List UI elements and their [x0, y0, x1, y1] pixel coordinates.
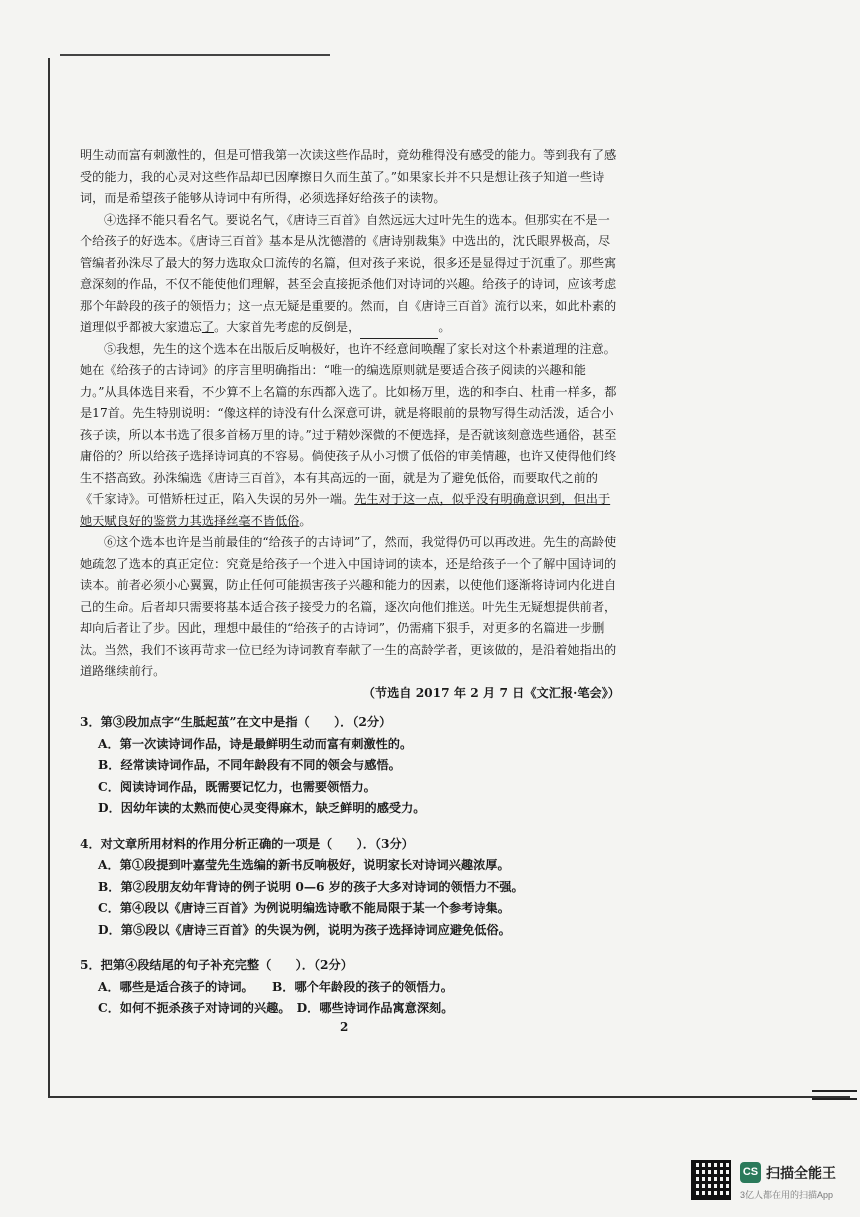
paragraph-4 — [80, 210, 620, 339]
answer-blank[interactable] — [360, 324, 438, 339]
paragraph-4-end: 。 — [438, 320, 451, 334]
option-d[interactable]: D．第⑤段以《唐诗三百首》的失误为例，说明为孩子选择诗词应避免低俗。 — [98, 922, 511, 937]
paragraph-3-tail: 明生动而富有刺激性的，但是可惜我第一次读这些作品时，竟幼稚得没有感受的能力。等到我有了感受的能力，我的心灵对这些作品却已因摩擦日久而生茧了。”如果家长并不只是想让孩子知道一些诗词，而是希望孩子能够从诗词中有所得，必须选择好给孩子的读物。 — [80, 148, 617, 205]
underlined-sentence: 先生对于这一点，似乎没有明确意识到，但出于她天赋良好的鉴赏力其选择丝毫不皆低俗 — [80, 492, 611, 528]
paragraph-4-text-b: 。大家首先考虑的反倒是， — [214, 320, 361, 334]
paragraph-4-text: ④选择不能只看名气。要说名气，《唐诗三百首》自然远远大过叶先生的选本。但那实在不是一个给孩子的好选本。《唐诗三百首》基本是从沈德潜的《唐诗别裁集》中选出的，沈氏眼界极高，尽管编者孙洙尽了最大的努力选取众口流传的名篇，但对孩子来说，很多还是显得过于沉重了。那些寓意深刻的作品，不仅不能使他们理解，甚至会直接扼杀他们对诗词的兴趣。给孩子的诗词，应该考虑那个年龄段的孩子的领悟力；这一点无疑是重要的。然而，自《唐诗三百首》流行以来，如此朴素的道理似乎都被大家遗忘 — [80, 212, 617, 334]
option-ab[interactable]: A．哪些是适合孩子的诗词。 B．哪个年龄段的孩子的领悟力。 — [98, 979, 453, 994]
camscanner-logo-icon: CS — [740, 1162, 761, 1183]
underlined-word: 了 — [201, 320, 215, 334]
option-c[interactable]: C．阅读诗词作品，既需要记忆力，也需要领悟力。 — [98, 779, 376, 794]
option-a[interactable]: A．第一次读诗词作品，诗是最鲜明生动而富有刺激性的。 — [98, 736, 413, 751]
question-4 — [80, 834, 620, 942]
paragraph-5 — [80, 339, 620, 533]
question-3 — [80, 712, 620, 820]
source-citation: （节选自 2017 年 2 月 7 日《文汇报·笔会》） — [362, 685, 620, 700]
paragraph-6: ⑥这个选本也许是当前最佳的“给孩子的古诗词”了，然而，我觉得仍可以再改进。先生的高龄使她疏忽了选本的真正定位：究竟是给孩子一个进入中国诗词的读本，还是给孩子一个了解中国诗词的读本。前者必须小心翼翼，防止任何可能损害孩子兴趣和能力的因素，以使他们逐渐将诗词内化进自己的生命。后者却只需要将基本适合孩子接受力的名篇，逐次向他们推送。叶先生无疑想提供前者，却向后者让了步。因此，理想中最佳的“给孩子的古诗词”，仍需痛下狠手，对更多的名篇进一步删汰。当然，我们不该再苛求一位已经为诗词教育奉献了一生的高龄学者，更该做的，是沿着她指出的道路继续前行。 — [80, 535, 617, 678]
corner-mark — [812, 1090, 857, 1100]
top-rule — [60, 54, 330, 56]
question-5 — [80, 955, 620, 1020]
question-title: 4．对文章所用材料的作用分析正确的一项是（ ）．（3分） — [80, 836, 414, 851]
option-d[interactable]: D．因幼年读的太熟而使心灵变得麻木，缺乏鲜明的感受力。 — [98, 801, 426, 815]
paragraph-5-text: ⑤我想，先生的这个选本在出版后反响极好，也许不经意间唤醒了家长对这个朴素道理的注意。她在《给孩子的古诗词》的序言里明确指出：“唯一的编选原则就是要适合孩子阅读的兴趣和能力。”从具体选目来看，不少算不上名篇的东西都入选了。比如杨万里，选的和李白、杜甫一样多，都是17首。先生特别说明：“像这样的诗没有什么深意可讲，就是将眼前的景物写得生动活泼，适合小孩子读，所以本书选了很多首杨万里的诗。”过于精妙深微的不便选择，是否就该刻意选些通俗，甚至庸俗的？所以给孩子选择诗词真的不容易。倘使孩子从小习惯了低俗的审美情趣，也许又使得他们终生不搭高致。孙洙编选《唐诗三百首》，本有其高远的一面，就是为了避免低俗，而要取代之前的《千家诗》。可惜矫枉过正，陷入失误的另外一端。 — [80, 341, 617, 506]
option-b[interactable]: B．经常读诗词作品，不同年龄段有不同的领会与感悟。 — [98, 758, 401, 772]
option-cd[interactable]: C．如何不扼杀孩子对诗词的兴趣。 D．哪些诗词作品寓意深刻。 — [98, 1001, 454, 1015]
option-a[interactable]: A．第①段提到叶嘉莹先生选编的新书反响极好，说明家长对诗词兴趣浓厚。 — [98, 858, 510, 872]
option-b[interactable]: B．第②段朋友幼年背诗的例子说明 0—6 岁的孩子大多对诗词的领悟力不强。 — [98, 879, 524, 894]
document-body — [80, 145, 620, 1020]
question-title: 3．第③段加点字“生胝起茧”在文中是指（ ）．（2分） — [80, 715, 392, 729]
question-title: 5．把第④段结尾的句子补充完整（ ）．（2分） — [80, 958, 353, 972]
option-c[interactable]: C．第④段以《唐诗三百首》为例说明编选诗歌不能局限于某一个参考诗集。 — [98, 901, 510, 915]
scanner-slogan: 3亿人都在用的扫描App — [740, 1190, 834, 1200]
qr-code-icon — [691, 1160, 731, 1200]
scanner-app-name: 扫描全能王 — [766, 1165, 836, 1181]
paragraph-5-end: 。 — [299, 513, 312, 528]
page-number: 2 — [340, 1020, 349, 1034]
